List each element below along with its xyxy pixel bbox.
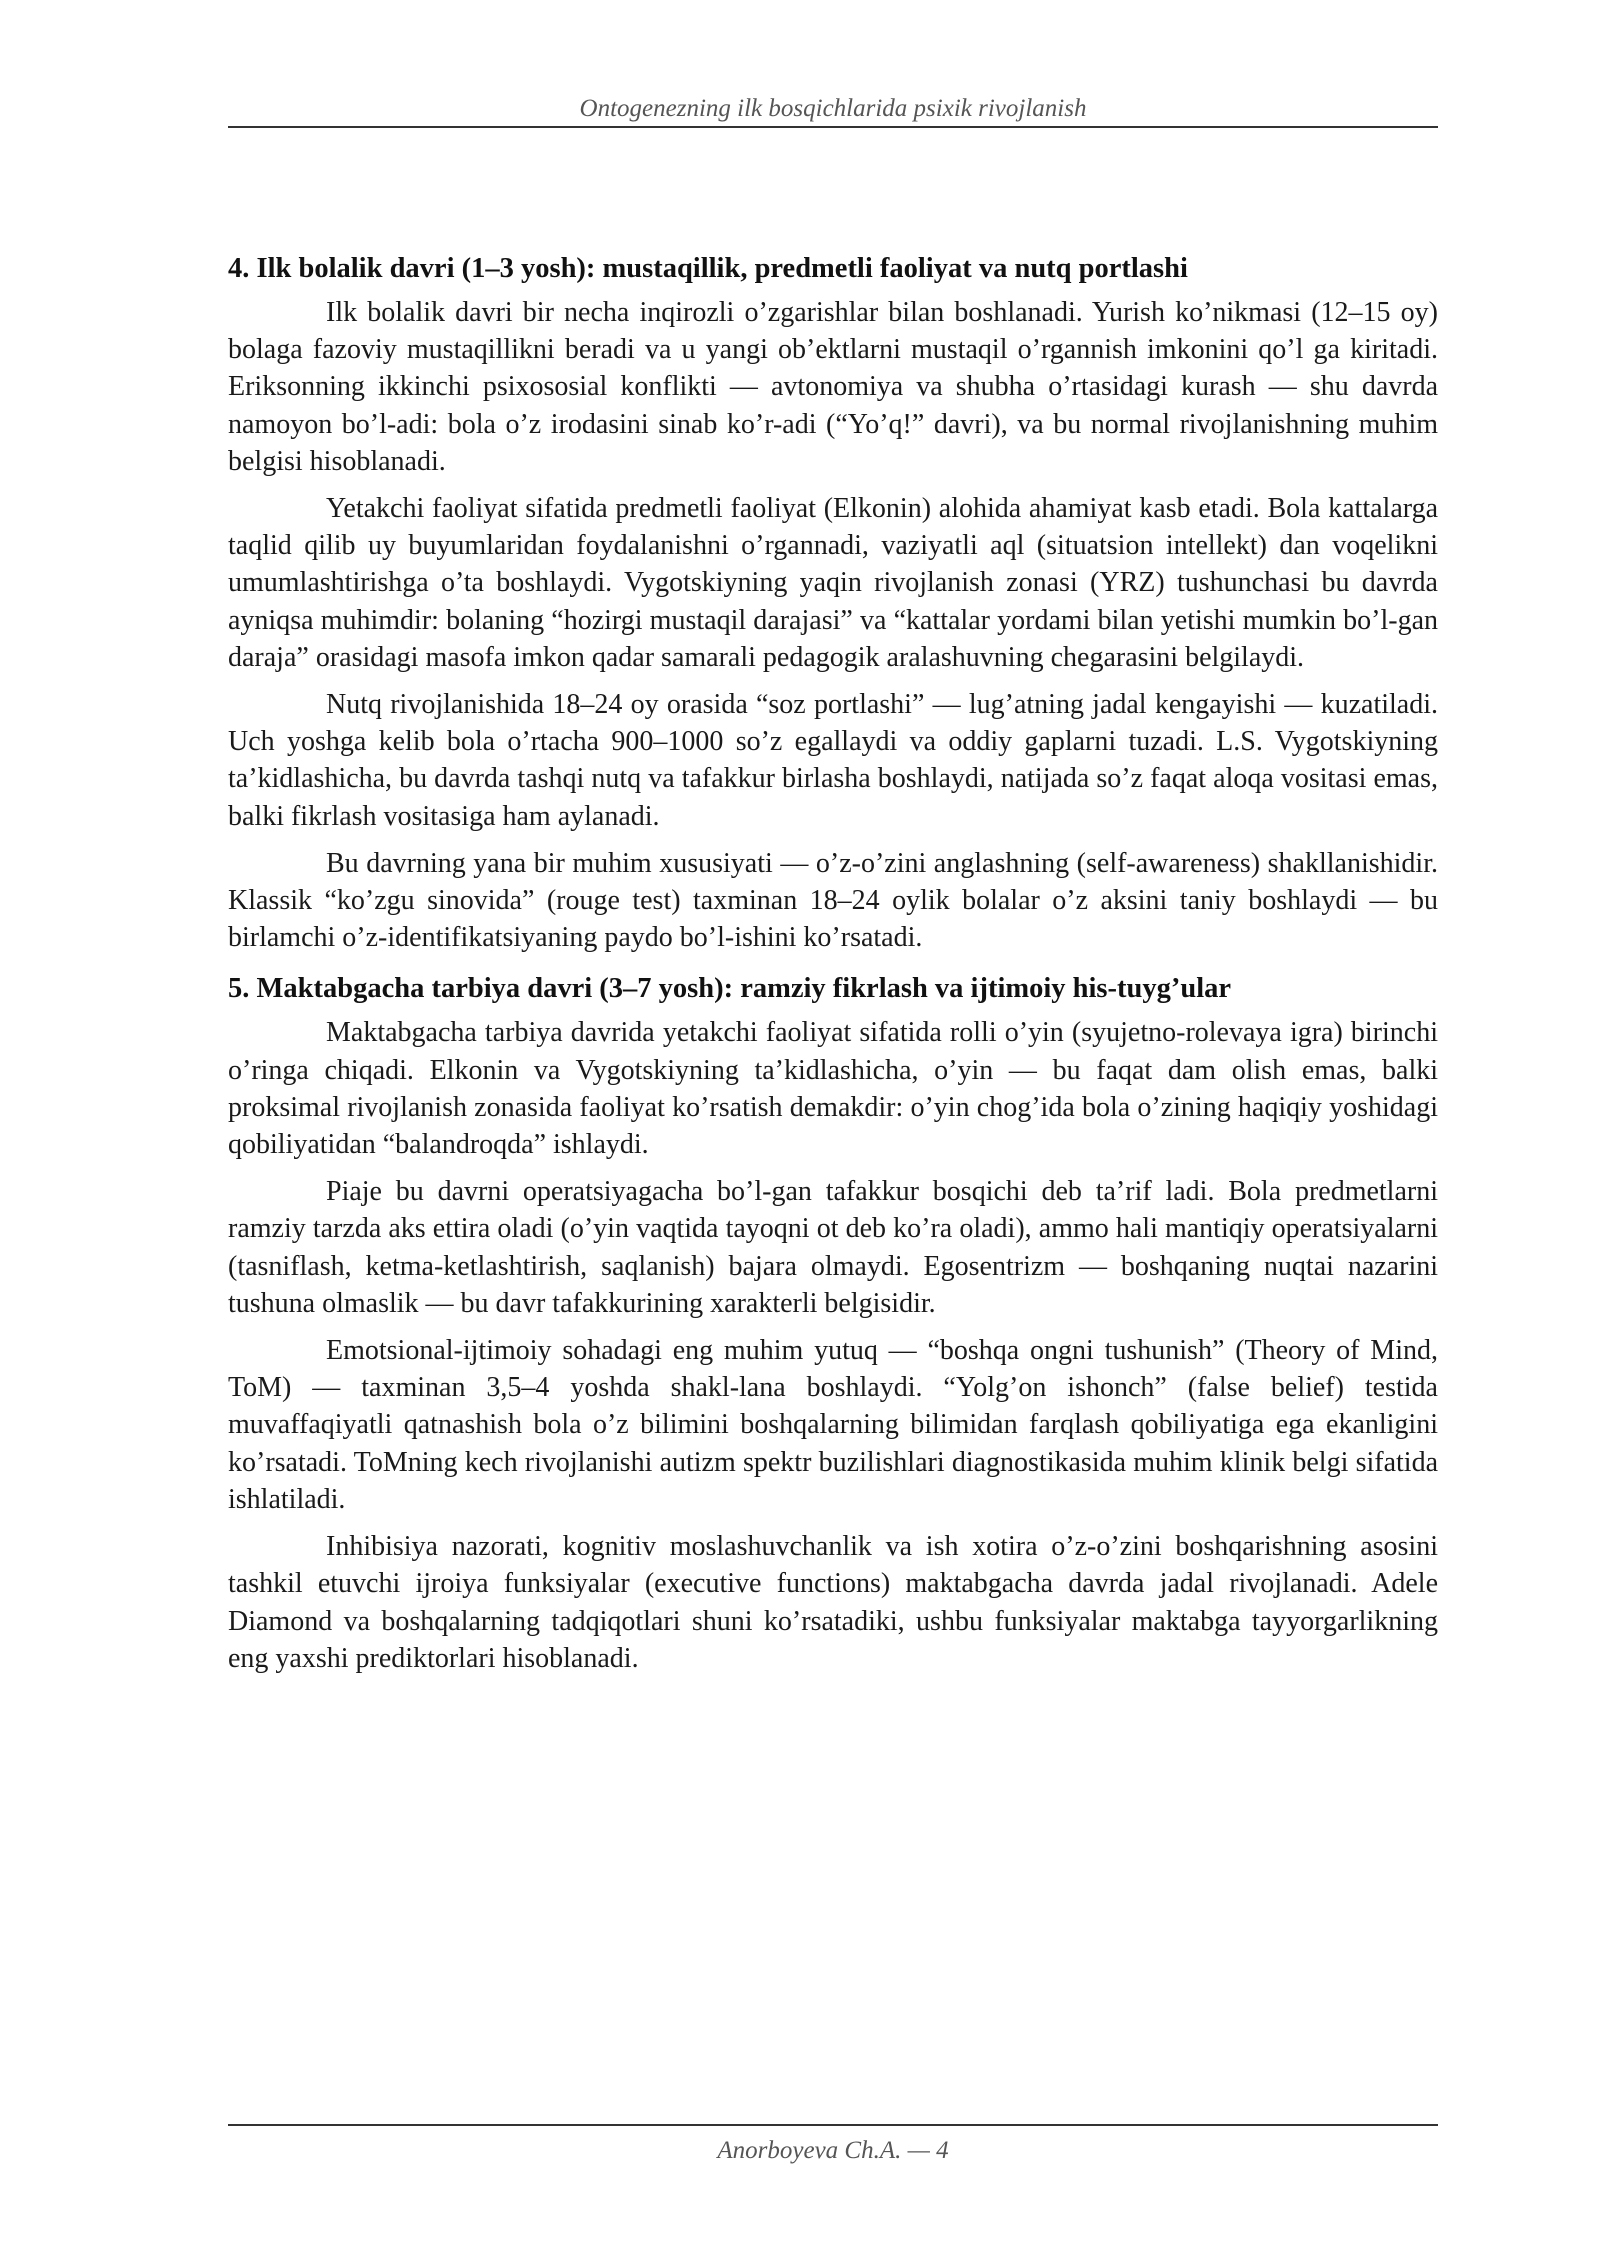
- section-heading: 5. Maktabgacha tarbiya davri (3–7 yosh): ramziy fikrlash va ijtimoiy his-tuyg’ular: [228, 973, 1232, 1005]
- paragraph: Piaje bu davrni operatsiyagacha bo’l-gan tafakkur bosqichi deb ta’rif ladi. Bola predmetlarni ramziy tarzda aks ettira oladi (o’yin vaqtida tayoqni ot deb ko’ra oladi), ammo hali mantiqiy operatsiyalarni (tasniflash, ketma-ketlashtirish, saqlanish) bajara olmaydi. Egosentrizm — boshqaning nuqtai nazarini tushuna olmaslik — bu davr tafakkurining xarakterli belgisidir.: [228, 1176, 1438, 1319]
- footer-divider: [228, 2124, 1438, 2126]
- paragraph: Nutq rivojlanishida 18–24 oy orasida “soz portlashi” — lug’atning jadal kengayishi — kuzatiladi. Uch yoshga kelib bola o’rtacha 900–1000 so’z egallaydi va oddiy gaplarni tuzadi. L.S. Vygotskiyning ta’kidlashicha, bu davrda tashqi nutq va tafakkur birlasha boshlaydi, natijada so’z faqat aloqa vositasi emas, balki fikrlash vositasiga ham aylanadi.: [228, 689, 1438, 832]
- paragraph: Maktabgacha tarbiya davrida yetakchi faoliyat sifatida rolli o’yin (syujetno-rolevaya igra) birinchi o’ringa chiqadi. Elkonin va Vygotskiyning ta’kidlashicha, o’yin — bu faqat dam olish emas, balki proksimal rivojlanish zonasida faoliyat ko’rsatish demakdir: o’yin chog’ida bola o’zining haqiqiy yoshidagi qobiliyatidan “balandroqda” ishlaydi.: [228, 1017, 1438, 1161]
- paragraph: Yetakchi faoliyat sifatida predmetli faoliyat (Elkonin) alohida ahamiyat kasb etadi. Bola kattalarga taqlid qilib uy buyumlaridan foydalanishni o’rgannadi, vaziyatli aql (situatsion intellekt) dan voqelikni umumlashtirishga o’ta boshlaydi. Vygotskiyning yaqin rivojlanish zonasi (YRZ) tushunchasi bu davrda ayniqsa muhimdir: bolaning “hozirgi mustaqil darajasi” va “kattalar yordami bilan yetishi mumkin bo’l-gan daraja” orasidagi masofa imkon qadar samarali pedagogik aralashuvning chegarasini belgilaydi.: [228, 493, 1438, 673]
- paragraph: Ilk bolalik davri bir necha inqirozli o’zgarishlar bilan boshlanadi. Yurish ko’nikmasi (12–15 oy) bolaga fazoviy mustaqillikni beradi va u yangi ob’ektlarni mustaqil o’rgannish imkonini qo’l ga kiritadi. Eriksonning ikkinchi psixososial konflikti — avtonomiya va shubha o’rtasidagi kurash — shu davrda namoyon bo’l-adi: bola o’z irodasini sinab ko’r-adi (“Yo’q!” davri), va bu normal rivojlanishning muhim belgisi hisoblanadi.: [228, 297, 1438, 477]
- paragraph: Inhibisiya nazorati, kognitiv moslashuvchanlik va ish xotira o’z-o’zini boshqarishning asosini tashkil etuvchi ijroiya funksiyalar (executive functions) maktabgacha davrda jadal rivojlanadi. Adele Diamond va boshqalarning tadqiqotlari shuni ko’rsatadiki, ushbu funksiyalar maktabga tayyorgarlikning eng yaxshi prediktorlari hisoblanadi.: [228, 1531, 1438, 1674]
- section-early-childhood: [228, 250, 1438, 956]
- page-footer: Anorboyeva Ch.A. — 4: [717, 2137, 949, 2164]
- section-heading: 4. Ilk bolalik davri (1–3 yosh): mustaqillik, predmetli faoliyat va nutq portlashi: [228, 253, 1188, 284]
- page-content: [228, 250, 1438, 1687]
- paragraph: Emotsional-ijtimoiy sohadagi eng muhim yutuq — “boshqa ongni tushunish” (Theory of Mind, ToM) — taxminan 3,5–4 yoshda shakl-lana boshlaydi. “Yolg’on ishonch” (false belief) testida muvaffaqiyatli qatnashish bola o’z bilimini boshqalarning bilimidan farqlash qobiliyatiga ega ekanligini ko’rsatadi. ToMning kech rivojlanishi autizm spektr buzilishlari diagnostikasida muhim klinik belgi sifatida ishlatiladi.: [228, 1335, 1438, 1515]
- section-preschool: [228, 970, 1438, 1676]
- header-divider: [228, 126, 1438, 128]
- running-header: Ontogenezning ilk bosqichlarida psixik rivojlanish: [579, 95, 1087, 122]
- paragraph: Bu davrning yana bir muhim xususiyati — o’z-o’zini anglashning (self-awareness) shakllanishidir. Klassik “ko’zgu sinovida” (rouge test) taxminan 18–24 oylik bolalar o’z aksini taniy boshlaydi — bu birlamchi o’z-identifikatsiyaning paydo bo’l-ishini ko’rsatadi.: [228, 847, 1438, 954]
